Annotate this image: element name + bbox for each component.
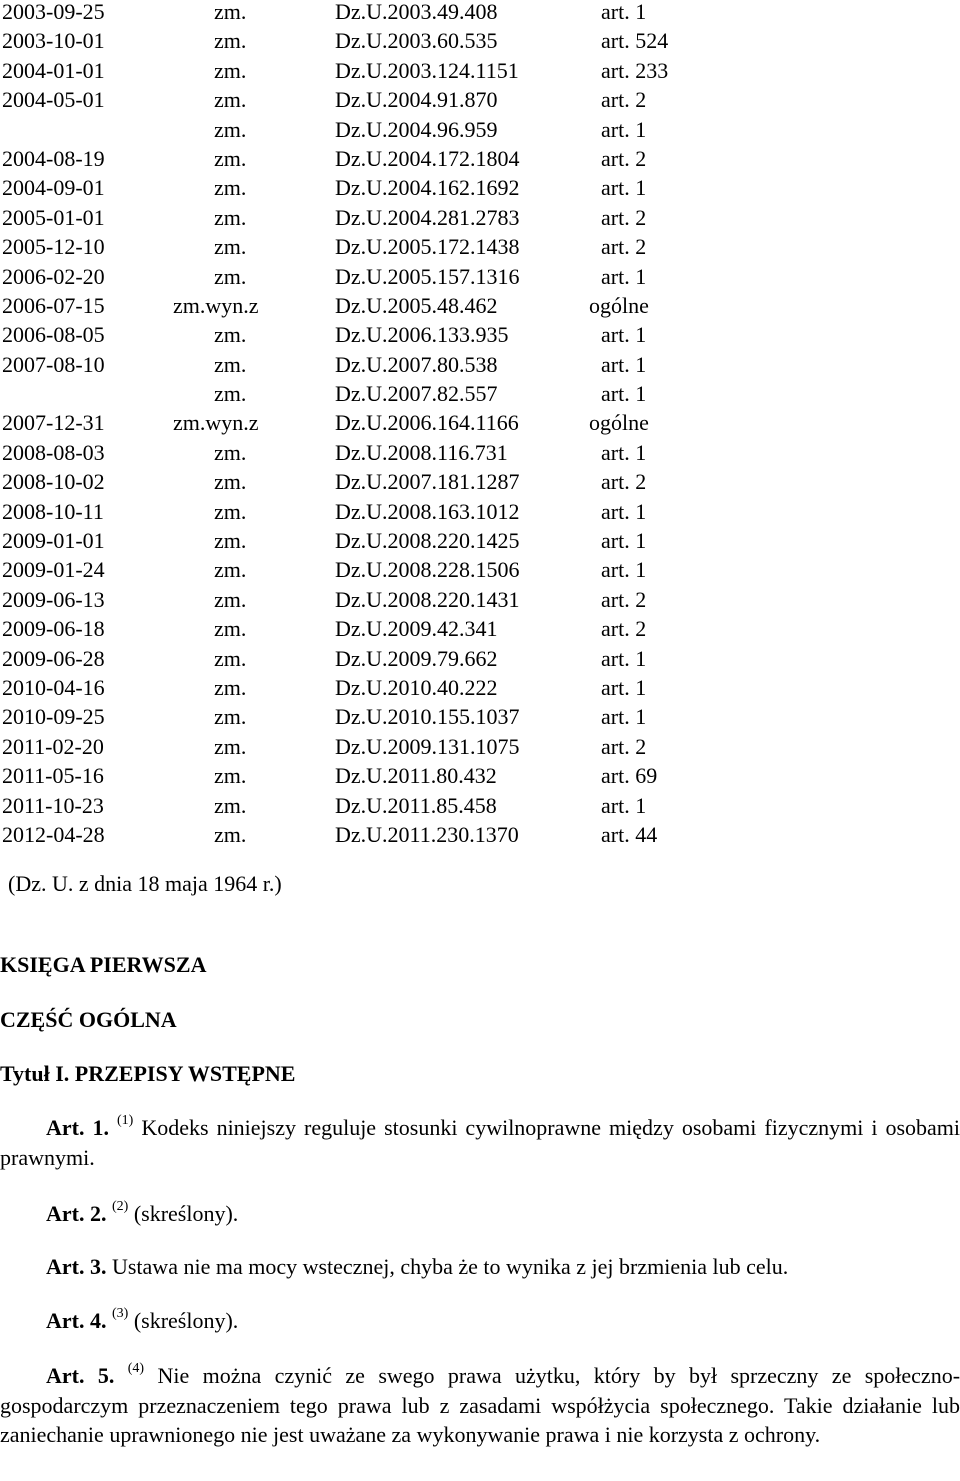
amendment-type: zm. [214, 204, 247, 230]
amendment-row [2, 203, 702, 232]
amendment-date: 2004-01-01 [2, 57, 105, 83]
amendment-type: zm. [214, 645, 247, 671]
amendment-article: art. 1 [601, 498, 647, 524]
amendment-article: art. 44 [601, 821, 658, 847]
amendment-article: art. 2 [601, 145, 647, 171]
amendment-date: 2007-08-10 [2, 351, 105, 377]
amendment-type: zm. [214, 498, 247, 524]
part-heading: CZĘŚĆ OGÓLNA [0, 1007, 177, 1032]
article-4 [0, 1306, 960, 1336]
amendment-row [2, 173, 702, 202]
amendment-reference: Dz.U.2004.172.1804 [335, 145, 520, 171]
amendment-row [2, 497, 702, 526]
amendment-row [2, 555, 702, 584]
book-heading: KSIĘGA PIERWSZA [0, 952, 207, 977]
amendment-reference: Dz.U.2009.42.341 [335, 616, 498, 642]
amendment-type: zm. [214, 733, 247, 759]
amendment-article: art. 1 [601, 116, 647, 142]
article-5-head: Art. 5. [46, 1363, 115, 1388]
amendment-row [2, 673, 702, 702]
amendment-type: zm. [214, 704, 247, 730]
amendment-row [2, 350, 702, 379]
article-5-text: Nie można czynić ze swego prawa użytku, który by był sprzeczny ze społeczno-gospodarczym przeznaczeniem tego prawa lub z zasadami współżycia społecznego. Takie działanie lub zaniechanie uprawnionego nie jest uważane za wykonywanie prawa i nie korzysta z ochrony. [0, 1363, 960, 1447]
amendment-row [2, 26, 702, 55]
amendment-row [2, 262, 702, 291]
amendment-row [2, 115, 702, 144]
amendment-reference: Dz.U.2003.49.408 [335, 0, 498, 24]
amendment-reference: Dz.U.2009.79.662 [335, 645, 498, 671]
amendment-row [2, 56, 702, 85]
amendment-article: art. 1 [601, 439, 647, 465]
amendment-date: 2005-12-10 [2, 234, 105, 260]
amendment-reference: Dz.U.2007.82.557 [335, 381, 498, 407]
amendment-date: 2009-01-24 [2, 557, 105, 583]
amendment-article: art. 1 [601, 322, 647, 348]
article-2-text: (skreślony). [133, 1201, 239, 1226]
amendment-reference: Dz.U.2008.220.1425 [335, 528, 520, 554]
amendment-reference: Dz.U.2003.124.1151 [335, 57, 519, 83]
amendment-date: 2006-02-20 [2, 263, 105, 289]
amendment-date: 2012-04-28 [2, 821, 105, 847]
amendment-reference: Dz.U.2005.172.1438 [335, 234, 520, 260]
amendment-date: 2009-01-01 [2, 528, 105, 554]
amendment-row [2, 820, 702, 849]
amendment-type: zm. [214, 57, 247, 83]
amendment-type: zm. [214, 792, 247, 818]
amendment-article: art. 1 [601, 263, 647, 289]
amendment-article: art. 2 [601, 733, 647, 759]
amendment-row [2, 644, 702, 673]
amendment-row [2, 320, 702, 349]
amendment-article: art. 524 [601, 28, 669, 54]
amendment-date: 2011-05-16 [2, 763, 104, 789]
amendment-article: art. 1 [601, 0, 647, 24]
amendment-row [2, 0, 702, 26]
amendment-row [2, 85, 702, 114]
article-2-footnote[interactable]: (2) [111, 1199, 129, 1214]
amendment-type: zm. [214, 234, 247, 260]
amendment-date: 2009-06-13 [2, 586, 105, 612]
amendment-row [2, 585, 702, 614]
amendment-type: zm. [214, 439, 247, 465]
amendment-article: art. 2 [601, 87, 647, 113]
amendment-reference: Dz.U.2004.96.959 [335, 116, 498, 142]
amendment-article: art. 1 [601, 528, 647, 554]
amendment-type: zm. [214, 145, 247, 171]
amendment-article: art. 1 [601, 557, 647, 583]
amendment-type: zm. [214, 175, 247, 201]
amendment-type: zm. [214, 528, 247, 554]
amendment-article: art. 1 [601, 381, 647, 407]
article-1-text: Kodeks niniejszy reguluje stosunki cywilnoprawne między osobami fizycznymi i osobami prawnymi. [0, 1115, 960, 1170]
amendment-article: art. 2 [601, 616, 647, 642]
article-5 [0, 1361, 960, 1450]
amendment-reference: Dz.U.2010.155.1037 [335, 704, 520, 730]
amendment-reference: Dz.U.2008.163.1012 [335, 498, 520, 524]
title-heading: Tytuł I. PRZEPISY WSTĘPNE [0, 1061, 296, 1086]
amendment-article: art. 69 [601, 763, 658, 789]
amendment-date: 2008-08-03 [2, 439, 105, 465]
amendment-reference: Dz.U.2009.131.1075 [335, 733, 520, 759]
amendment-type: zm.wyn.z [173, 292, 259, 318]
article-1-footnote[interactable]: (1) [117, 1113, 134, 1128]
article-2 [0, 1199, 960, 1229]
amendment-row [2, 732, 702, 761]
amendment-date: 2007-12-31 [2, 410, 105, 436]
amendment-row [2, 144, 702, 173]
amendment-type: zm. [214, 469, 247, 495]
article-4-footnote[interactable]: (3) [111, 1306, 129, 1321]
amendment-type: zm.wyn.z [173, 410, 259, 436]
article-3-head: Art. 3. [46, 1254, 107, 1279]
amendment-type: zm. [214, 674, 247, 700]
amendment-date: 2003-09-25 [2, 0, 105, 24]
amendment-reference: Dz.U.2004.162.1692 [335, 175, 520, 201]
amendment-row [2, 232, 702, 261]
amendment-type: zm. [214, 87, 247, 113]
amendment-article: ogólne [589, 410, 649, 436]
amendment-date: 2008-10-02 [2, 469, 105, 495]
amendment-type: zm. [214, 616, 247, 642]
amendment-type: zm. [214, 821, 247, 847]
amendment-reference: Dz.U.2011.85.458 [335, 792, 497, 818]
amendment-date: 2011-10-23 [2, 792, 104, 818]
amendment-row [2, 761, 702, 790]
amendment-reference: Dz.U.2004.91.870 [335, 87, 498, 113]
article-4-head: Art. 4. [46, 1308, 107, 1333]
amendment-reference: Dz.U.2007.80.538 [335, 351, 498, 377]
article-5-footnote[interactable]: (4) [127, 1361, 145, 1376]
amendment-article: art. 1 [601, 175, 647, 201]
amendments-table [2, 0, 702, 849]
amendment-reference: Dz.U.2011.80.432 [335, 763, 497, 789]
amendment-type: zm. [214, 381, 247, 407]
amendment-date: 2009-06-18 [2, 616, 105, 642]
amendment-type: zm. [214, 0, 247, 24]
amendment-date: 2005-01-01 [2, 204, 105, 230]
amendment-date: 2004-09-01 [2, 175, 105, 201]
amendment-reference: Dz.U.2011.230.1370 [335, 821, 519, 847]
amendment-date: 2009-06-28 [2, 645, 105, 671]
amendment-row [2, 467, 702, 496]
amendment-reference: Dz.U.2006.133.935 [335, 322, 509, 348]
amendment-row [2, 614, 702, 643]
amendment-reference: Dz.U.2008.220.1431 [335, 586, 520, 612]
amendment-reference: Dz.U.2008.116.731 [335, 439, 508, 465]
amendment-reference: Dz.U.2008.228.1506 [335, 557, 520, 583]
amendment-type: zm. [214, 763, 247, 789]
amendment-article: art. 1 [601, 792, 647, 818]
article-3-text: Ustawa nie ma mocy wstecznej, chyba że to wynika z jej brzmienia lub celu. [111, 1254, 789, 1279]
amendment-type: zm. [214, 351, 247, 377]
amendment-row [2, 526, 702, 555]
amendment-type: zm. [214, 586, 247, 612]
amendment-row [2, 291, 702, 320]
amendment-date: 2011-02-20 [2, 733, 104, 759]
article-3 [0, 1252, 960, 1282]
amendment-date: 2008-10-11 [2, 498, 104, 524]
amendment-reference: Dz.U.2006.164.1166 [335, 410, 519, 436]
amendment-row [2, 379, 702, 408]
amendment-type: zm. [214, 263, 247, 289]
article-2-head: Art. 2. [46, 1201, 107, 1226]
article-1 [0, 1113, 960, 1172]
amendment-article: art. 2 [601, 234, 647, 260]
amendment-row [2, 438, 702, 467]
amendment-article: art. 2 [601, 586, 647, 612]
amendment-date: 2004-05-01 [2, 87, 105, 113]
amendment-article: art. 2 [601, 469, 647, 495]
amendment-reference: Dz.U.2005.48.462 [335, 292, 498, 318]
amendment-row [2, 408, 702, 437]
amendment-date: 2003-10-01 [2, 28, 105, 54]
amendment-date: 2010-09-25 [2, 704, 105, 730]
amendment-row [2, 791, 702, 820]
amendment-date: 2006-07-15 [2, 292, 105, 318]
amendment-type: zm. [214, 116, 247, 142]
amendment-date: 2010-04-16 [2, 674, 105, 700]
amendment-reference: Dz.U.2004.281.2783 [335, 204, 520, 230]
amendment-type: zm. [214, 28, 247, 54]
article-1-head: Art. 1. [46, 1115, 109, 1140]
article-4-text: (skreślony). [133, 1308, 239, 1333]
amendment-date: 2004-08-19 [2, 145, 105, 171]
amendment-article: ogólne [589, 292, 649, 318]
amendment-row [2, 702, 702, 731]
amendment-article: art. 1 [601, 704, 647, 730]
amendment-reference: Dz.U.2005.157.1316 [335, 263, 520, 289]
amendment-reference: Dz.U.2010.40.222 [335, 674, 498, 700]
amendment-article: art. 1 [601, 351, 647, 377]
amendment-type: zm. [214, 322, 247, 348]
amendment-reference: Dz.U.2003.60.535 [335, 28, 498, 54]
amendment-article: art. 1 [601, 645, 647, 671]
amendment-date: 2006-08-05 [2, 322, 105, 348]
amendment-type: zm. [214, 557, 247, 583]
amendment-article: art. 2 [601, 204, 647, 230]
amendment-article: art. 233 [601, 57, 669, 83]
amendment-reference: Dz.U.2007.181.1287 [335, 469, 520, 495]
amendment-article: art. 1 [601, 674, 647, 700]
publication-note: (Dz. U. z dnia 18 maja 1964 r.) [8, 871, 282, 896]
